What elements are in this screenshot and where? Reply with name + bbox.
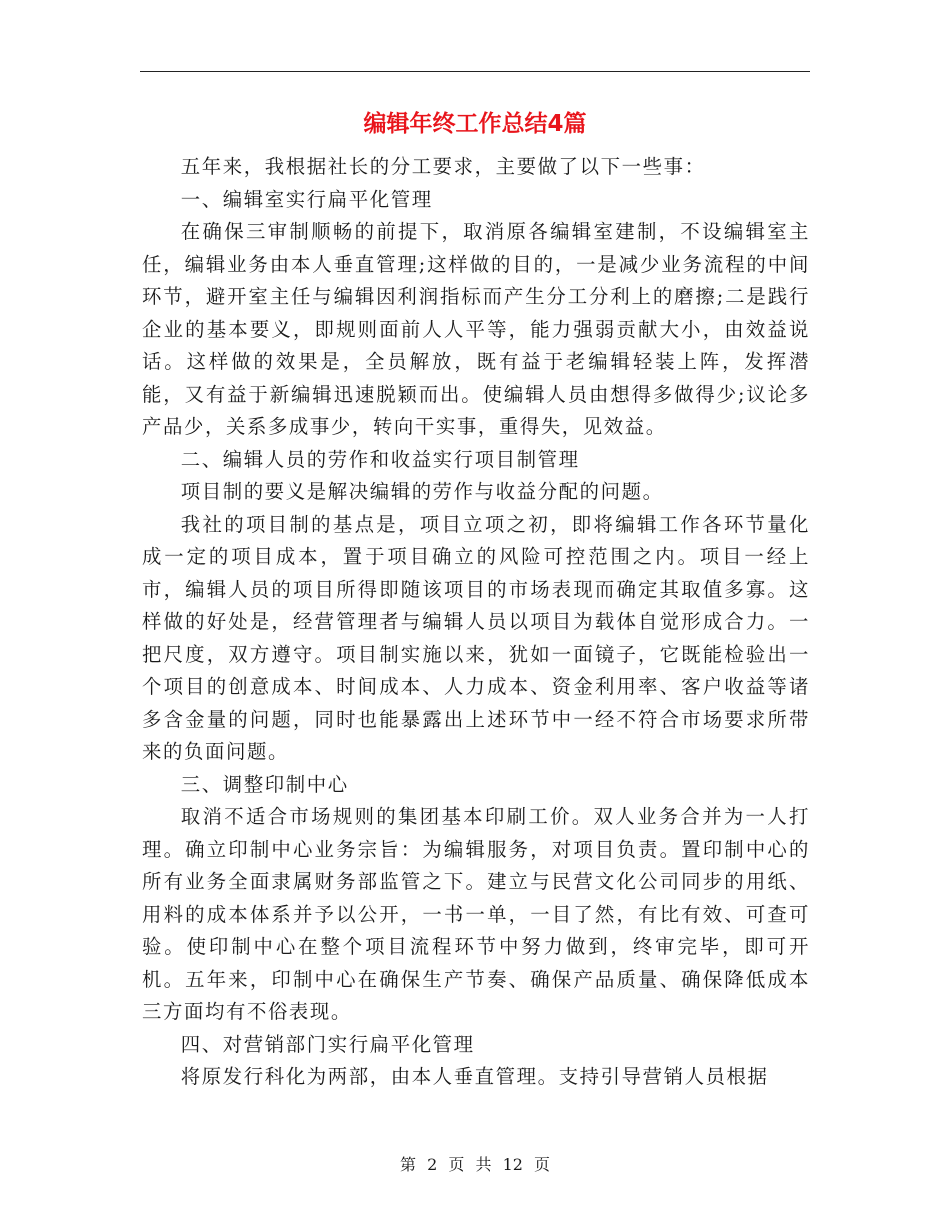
- document-body: [142, 151, 810, 1094]
- header-rule: [140, 71, 810, 72]
- section-heading-3: 三、调整印制中心: [180, 772, 349, 796]
- paragraph-intro: 五年来，我根据社长的分工要求，主要做了以下一些事：: [180, 155, 706, 178]
- section-heading-1: 一、编辑室实行扁平化管理: [180, 187, 433, 211]
- document-title: 编辑年终工作总结4篇: [363, 111, 587, 137]
- paragraph-section-2b: 我社的项目制的基点是，项目立项之初，即将编辑工作各环节量化成一定的项目成本，置于项目确立的风险可控范围之内。项目一经上市，编辑人员的项目所得即随该项目的市场表现而确定其取值多寡。这样做的好处是，经营管理者与编辑人员以项目为载体自觉形成合力。一把尺度，双方遵守。项目制实施以来，犹如一面镜子，它既能检验出一个项目的创意成本、时间成本、人力成本、资金利用率、客户收益等诸多含金量的问题，同时也能暴露出上述环节中一经不符合市场要求所带来的负面问题。: [142, 512, 810, 763]
- footer-prefix: 第: [399, 1155, 416, 1174]
- page-footer: [140, 1152, 810, 1178]
- paragraph-section-1: 在确保三审制顺畅的前提下，取消原各编辑室建制，不设编辑室主任，编辑业务由本人垂直管理;这样做的目的，一是减少业务流程的中间环节，避开室主任与编辑因利润指标而产生分工分利上的磨擦;二是践行企业的基本要义，即规则面前人人平等，能力强弱贡献大小，由效益说话。这样做的效果是，全员解放，既有益于老编辑轻装上阵，发挥潜能，又有益于新编辑迅速脱颖而出。使编辑人员由想得多做得少;议论多产品少，关系多成事少，转向干实事，重得失，见效益。: [142, 220, 810, 438]
- paragraph-section-2a: 项目制的要义是解决编辑的劳作与收益分配的问题。: [180, 480, 664, 503]
- paragraph-section-3: 取消不适合市场规则的集团基本印刷工价。双人业务合并为一人打理。确立印制中心业务宗旨：为编辑服务，对项目负责。置印制中心的所有业务全面隶属财务部监管之下。建立与民营文化公司同步的用纸、用料的成本体系并予以公开，一书一单，一目了然，有比有效、可查可验。使印制中心在整个项目流程环节中努力做到，终审完毕，即可开机。五年来，印制中心在确保生产节奏、确保产品质量、确保降低成本三方面均有不俗表现。: [142, 805, 810, 1023]
- footer-total-pages: 12: [502, 1155, 523, 1174]
- footer-page-number: 2: [427, 1155, 438, 1174]
- section-heading-4: 四、对营销部门实行扁平化管理: [180, 1032, 475, 1056]
- section-heading-2: 二、编辑人员的劳作和收益实行项目制管理: [180, 447, 580, 471]
- footer-suffix: 页: [534, 1155, 551, 1174]
- paragraph-section-4: 将原发行科化为两部，由本人垂直管理。支持引导营销人员根据: [180, 1065, 769, 1088]
- footer-page-word: 页: [448, 1155, 465, 1174]
- footer-total-word: 共: [475, 1155, 492, 1174]
